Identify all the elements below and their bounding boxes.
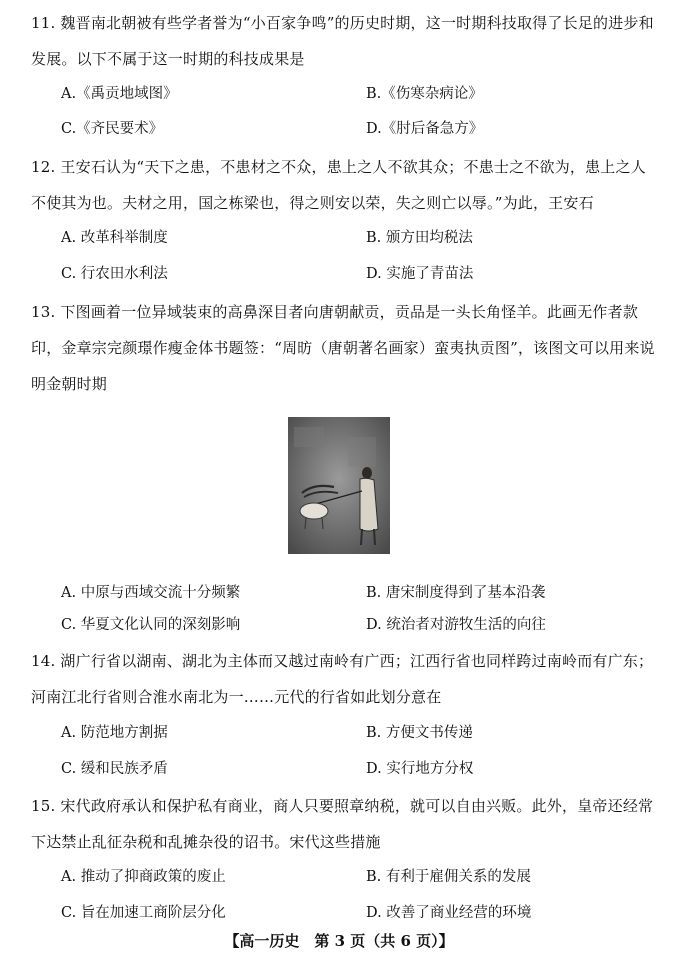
tribute-painting-image	[288, 417, 390, 554]
question-11-stem: 11. 魏晋南北朝被有些学者誉为“小百家争鸣”的历史时期，这一时期科技取得了长足的进步和发展。以下不属于这一时期的科技成果是	[31, 14, 654, 68]
question-13-stem: 13. 下图画着一位异域装束的高鼻深目者向唐朝献贡，贡品是一头长角怪羊。此画无作者款印，金章宗完颜璟作瘦金体书题签：“周昉（唐朝著名画家）蛮夷执贡图”，该图文可以用来说明金朝时期	[31, 303, 655, 393]
question-14-option-c: C. 缓和民族矛盾	[61, 761, 168, 777]
question-15-stem: 15. 宋代政府承认和保护私有商业，商人只要照章纳税，就可以自由兴贩。此外，皇帝还经常下达禁止乱征杂税和乱摊杂役的诏书。宋代这些措施	[31, 797, 654, 851]
question-13-option-b: B. 唐宋制度得到了基本沿袭	[366, 585, 546, 601]
question-14-option-b: B. 方便文书传递	[366, 725, 473, 741]
question-13-option-d: D. 统治者对游牧生活的向往	[366, 617, 546, 633]
question-15-option-d: D. 改善了商业经营的环境	[366, 905, 532, 921]
page-footer: 【高一历史 第 3 页（共 6 页）】	[224, 932, 454, 950]
question-14-option-a: A. 防范地方割据	[61, 725, 168, 741]
question-14-stem: 14. 湖广行省以湖南、湖北为主体而又越过南岭有广西；江西行省也同样跨过南岭而有广东；河南江北行省则合淮水南北为一……元代的行省如此划分意在	[31, 652, 654, 706]
question-12-option-d: D. 实施了青苗法	[366, 266, 474, 282]
tribute-painting-illustration	[288, 417, 390, 554]
question-13-option-a: A. 中原与西域交流十分频繁	[61, 585, 241, 601]
question-15-option-c: C. 旨在加速工商阶层分化	[61, 905, 226, 921]
question-12-option-b: B. 颁方田均税法	[366, 230, 473, 246]
question-11-option-b: B.《伤寒杂病论》	[366, 86, 483, 102]
question-12-stem: 12. 王安石认为“天下之患，不患材之不众，患上之人不欲其众；不患士之不欲为，患上之人不使其为也。夫材之用，国之栋梁也，得之则安以荣，失之则亡以辱。”为此，王安石	[31, 158, 646, 212]
question-11-option-a: A.《禹贡地域图》	[61, 86, 178, 102]
question-11-option-c: C.《齐民要术》	[61, 121, 164, 137]
question-11-option-d: D.《肘后备急方》	[366, 121, 484, 137]
question-15-option-b: B. 有利于雇佣关系的发展	[366, 869, 531, 885]
question-12-option-c: C. 行农田水利法	[61, 266, 168, 282]
question-15-option-a: A. 推动了抑商政策的废止	[61, 869, 226, 885]
question-14-option-d: D. 实行地方分权	[366, 761, 474, 777]
question-13-option-c: C. 华夏文化认同的深刻影响	[61, 617, 241, 633]
question-12-option-a: A. 改革科举制度	[61, 230, 168, 246]
